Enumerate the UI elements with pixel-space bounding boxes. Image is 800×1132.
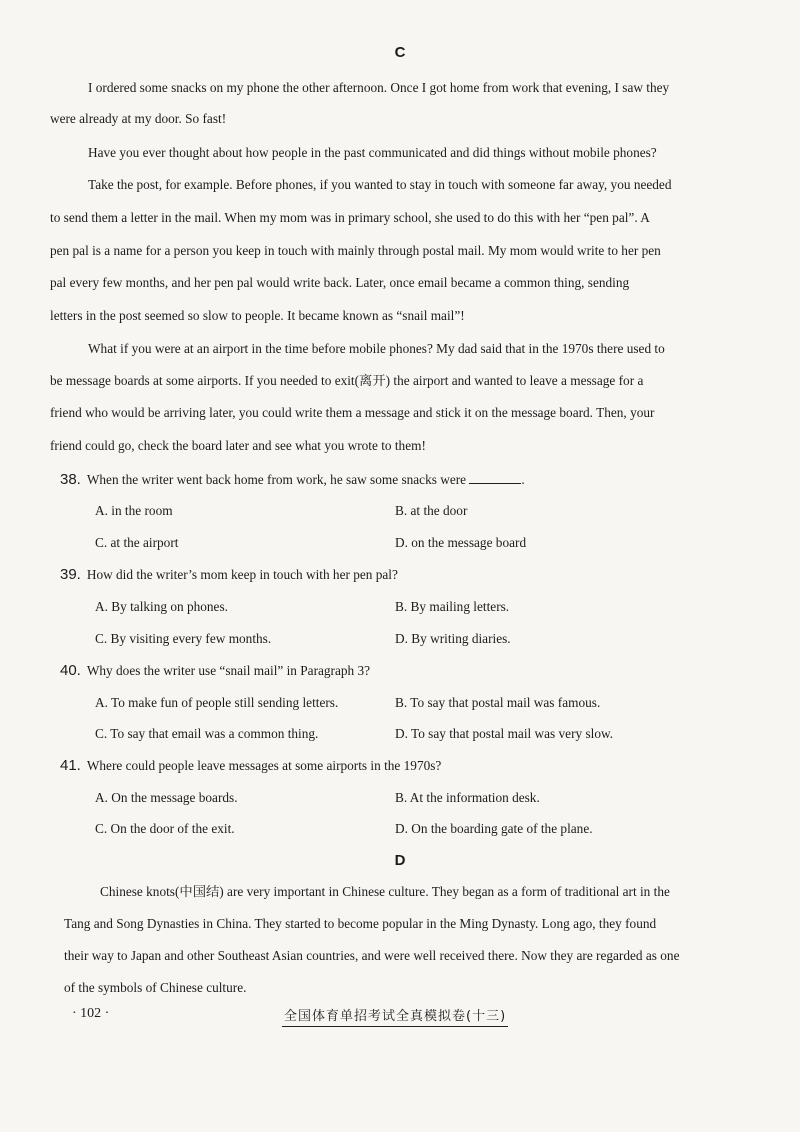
question-41 — [60, 758, 441, 774]
passage-c-line: friend who would be arriving later, you could write them a message and stick it on the message board. Then, your — [50, 405, 655, 420]
passage-d-line: Tang and Song Dynasties in China. They started to become popular in the Ming Dynasty. Long ago, they found — [64, 916, 657, 931]
option-c[interactable]: C. By visiting every few months. — [95, 631, 272, 646]
option-b[interactable]: B. To say that postal mail was famous. — [395, 695, 601, 710]
question-number: 39. — [60, 566, 81, 583]
section-d-title: D — [394, 852, 406, 869]
question-stem: Where could people leave messages at some airports in the 1970s? — [86, 758, 442, 773]
answer-blank[interactable] — [469, 471, 521, 484]
question-stem: How did the writer’s mom keep in touch with her pen pal? — [86, 567, 398, 582]
option-d[interactable]: D. By writing diaries. — [395, 631, 511, 646]
passage-c-line: pal every few months, and her pen pal would write back. Later, once email became a common thing, sending — [50, 275, 630, 290]
section-c-title: C — [394, 44, 406, 61]
passage-c-line: letters in the post seemed so slow to people. It became known as “snail mail”! — [50, 308, 465, 323]
option-d[interactable]: D. On the boarding gate of the plane. — [395, 821, 593, 836]
passage-c-line: to send them a letter in the mail. When my mom was in primary school, she used to do this with her “pen pal”. A — [50, 210, 650, 225]
passage-c-line: Have you ever thought about how people in the past communicated and did things without mobile phones? — [88, 145, 657, 160]
question-39 — [60, 567, 398, 583]
option-c[interactable]: C. To say that email was a common thing. — [95, 726, 319, 741]
option-b[interactable]: B. at the door — [395, 503, 468, 518]
passage-c-line: What if you were at an airport in the time before mobile phones? My dad said that in the 1970s there used to — [88, 341, 665, 356]
question-number: 38. — [60, 471, 81, 488]
page-number: · 102 · — [72, 1006, 110, 1021]
question-38 — [60, 471, 525, 488]
option-c[interactable]: C. at the airport — [95, 535, 179, 550]
option-a[interactable]: A. On the message boards. — [95, 790, 238, 805]
question-number: 40. — [60, 662, 81, 679]
passage-d-line: their way to Japan and other Southeast Asian countries, and were well received there. Now they are regarded as one — [64, 948, 680, 963]
question-stem-end: . — [521, 472, 525, 487]
passage-c-line: were already at my door. So fast! — [50, 111, 227, 126]
question-stem: Why does the writer use “snail mail” in Paragraph 3? — [86, 663, 371, 678]
passage-c-line: pen pal is a name for a person you keep in touch with mainly through postal mail. My mom would write to her pen — [50, 243, 661, 258]
passage-c-line: friend could go, check the board later and see what you wrote to them! — [50, 438, 426, 453]
option-a[interactable]: A. To make fun of people still sending letters. — [95, 695, 339, 710]
exam-title-footer: 全国体育单招考试全真模拟卷(十三) — [282, 1005, 508, 1027]
passage-c-line: I ordered some snacks on my phone the other afternoon. Once I got home from work that evening, I saw they — [88, 80, 670, 95]
option-a[interactable]: A. in the room — [95, 503, 173, 518]
option-c[interactable]: C. On the door of the exit. — [95, 821, 235, 836]
question-40 — [60, 663, 370, 679]
passage-c-line: be message boards at some airports. If you needed to exit(离开) the airport and wanted to leave a message for a — [50, 373, 644, 388]
option-d[interactable]: D. To say that postal mail was very slow. — [395, 726, 614, 741]
question-stem: When the writer went back home from work, he saw some snacks were — [86, 472, 467, 487]
passage-d-line: Chinese knots(中国结) are very important in Chinese culture. They began as a form of traditional art in the — [100, 884, 670, 899]
option-d[interactable]: D. on the message board — [395, 535, 527, 550]
passage-c-line: Take the post, for example. Before phones, if you wanted to stay in touch with someone far away, you needed — [88, 177, 672, 192]
option-b[interactable]: B. At the information desk. — [395, 790, 540, 805]
passage-d-line: of the symbols of Chinese culture. — [64, 980, 247, 995]
question-number: 41. — [60, 757, 81, 774]
option-b[interactable]: B. By mailing letters. — [395, 599, 510, 614]
option-a[interactable]: A. By talking on phones. — [95, 599, 228, 614]
